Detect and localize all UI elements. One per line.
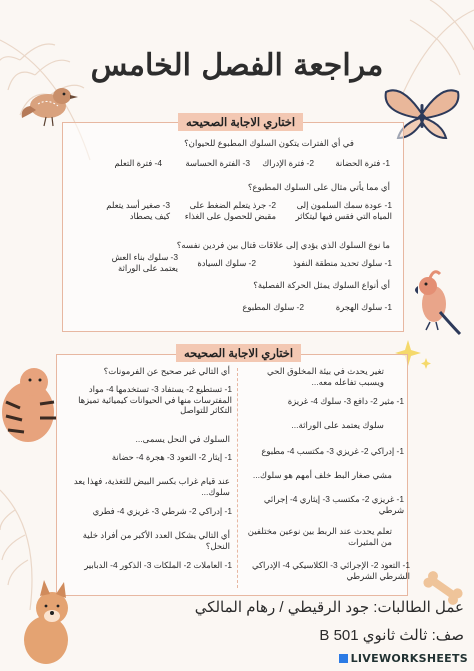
parrot-icon (404, 268, 464, 338)
q1-option-3[interactable]: 3- الفترة الحساسة (185, 158, 250, 168)
question-1: في أي الفترات يتكون السلوك المطبوع للحيوان؟ (184, 138, 354, 148)
column-divider (237, 368, 238, 588)
class-label: صف: ثالث ثانوي B 501 (319, 627, 464, 644)
tiger-icon (0, 362, 62, 454)
s2-right-question-2: سلوك يعتمد على الوراثة... (291, 420, 384, 430)
section2-heading: اختاري الاجابة الصحيحه (176, 344, 301, 362)
s2-left-question-4: أي التالي يشكل العدد الأكبر من أفراد خلية النحل؟ (82, 530, 230, 551)
q1-option-1[interactable]: 1- فترة الحضانة (335, 158, 390, 168)
s2-right-answers-3[interactable]: 1- غريزي 2- مكتسب 3- إيثاري 4- إجرائي شرطي (263, 494, 404, 515)
q2-option-1[interactable]: 1- عودة سمك السلمون إلى المياه التي فقس فيها ليتكاثر (295, 200, 392, 221)
s2-right-question-3: مشي صغار البط خلف أمهم هو سلوك... (252, 470, 392, 480)
question-3: ما نوع السلوك الذي يؤدي إلى علاقات قتال بين فردين نفسه؟ (176, 240, 390, 250)
s2-right-question-1: تغير يحدث في بيئة المخلوق الحي ويسبب تفاعله معه... (267, 366, 384, 387)
q2-option-2[interactable]: 2- جرذ يتعلم الضغط على مقبض للحصول على الغذاء (184, 200, 276, 221)
q3-option-3[interactable]: 3- سلوك بناء العش يعتمد على الوراثة (111, 252, 178, 273)
dog-icon (16, 580, 86, 671)
question-2: أي مما يأتي مثال على السلوك المطبوع؟ (247, 182, 390, 192)
s2-left-question-1: أي التالي غير صحيح عن الفرمونات؟ (103, 366, 230, 376)
s2-left-answers-3[interactable]: 1- إدراكي 2- شرطي 3- غريزي 4- فطري (92, 506, 232, 516)
logo-square-icon (339, 654, 348, 663)
q1-option-2[interactable]: 2- فترة الإدراك (262, 158, 314, 168)
s2-left-answers-2[interactable]: 1- إيثار 2- التعود 3- هجرة 4- حضانة (111, 452, 232, 462)
section1-box (62, 122, 404, 332)
s2-right-answers-4[interactable]: 1- التعود 2- الإجرائي 3- الكلاسيكي 4- الإدراكي الشرطي الشرطي (251, 560, 410, 581)
page-title: مراجعة الفصل الخامس (90, 48, 384, 83)
s2-right-answers-1[interactable]: 1- مثير 2- دافع 3- سلوك 4- غريزة (287, 396, 404, 406)
q3-option-1[interactable]: 1- سلوك تحديد منطقة النفوذ (293, 258, 392, 268)
q2-option-3[interactable]: 3- صغير أسد يتعلم كيف يصطاد (106, 200, 170, 221)
s2-right-answers-2[interactable]: 1- إدراكي 2- غريزي 3- مكتسب 4- مطبوع (261, 446, 404, 456)
s2-right-question-4: تعلم يحدث عند الربط بين نوعين مختلفين من المثيرات (247, 526, 392, 547)
q4-option-2[interactable]: 2- سلوك المطبوع (242, 302, 304, 312)
s2-left-answers-4[interactable]: 1- العاملات 2- الملكات 3- الذكور 4- الدبابير (84, 560, 232, 570)
liveworksheets-logo[interactable] (339, 652, 468, 665)
section1-heading: اختاري الاجابة الصحيحه (178, 113, 303, 131)
question-4: أي أنواع السلوك يمثل الحركة الفصلية؟ (253, 280, 390, 290)
q1-option-4[interactable]: 4- فترة التعلم (114, 158, 162, 168)
logo-text: LIVEWORKSHEETS (350, 652, 468, 665)
students-credit: عمل الطالبات: جود الرقيطي / رهام المالكي (194, 599, 464, 616)
s2-left-question-2: السلوك في النحل يسمى... (135, 434, 230, 444)
q3-option-2[interactable]: 2- سلوك السيادة (197, 258, 256, 268)
s2-left-question-3: عند قيام غراب بكسر البيض للتغذية، فهذا يعد سلوك... (73, 476, 230, 497)
q4-option-1[interactable]: 1- سلوك الهجرة (335, 302, 392, 312)
s2-left-answers-1[interactable]: 1- تستطيع 2- يستفاد 3- تستخدمها 4- مواد المفترسات منها في الحيوانات كيميائية تميزها التكاثر للتواصل (78, 384, 232, 415)
